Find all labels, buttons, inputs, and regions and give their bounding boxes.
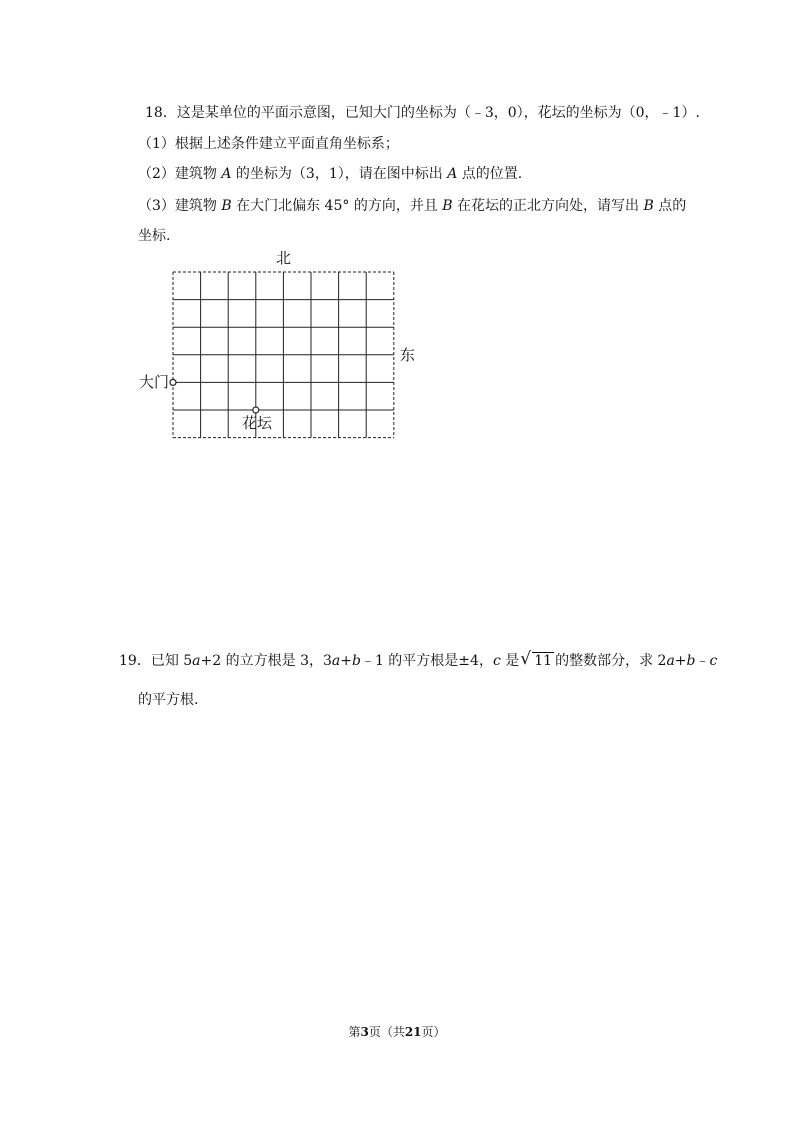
gate-point	[170, 379, 176, 385]
square-root-11: √ 11	[520, 649, 553, 669]
north-label: 北	[276, 249, 292, 267]
q18-part3: （3）建筑物 B 在大门北偏东 45° 的方向，并且 B 在花坛的正北方向处，请写出 B 点的	[138, 198, 687, 214]
q19-stem-cont: 的平方根.	[138, 692, 199, 708]
q18-stem: 18．这是某单位的平面示意图，已知大门的坐标为（﹣3，0），花坛的坐标为（0，﹣1）.	[145, 105, 700, 121]
q18-part1: （1）根据上述条件建立平面直角坐标系；	[138, 136, 399, 152]
east-label: 东	[400, 346, 416, 364]
flower-bed-label: 花坛	[242, 414, 273, 432]
q18-part3-cont: 坐标.	[138, 228, 171, 244]
page-footer: 第3页（共21页）	[348, 1025, 446, 1039]
flower-bed-point	[253, 407, 259, 413]
q18-part2: （2）建筑物 A 的坐标为（3，1），请在图中标出 A 点的位置.	[138, 166, 523, 182]
q19-stem: 19．已知 5a+2 的立方根是 3，3a+b﹣1 的平方根是±4，c 是 √ 11 的整数部分，求 2a+b﹣c	[119, 649, 718, 669]
gate-label: 大门	[139, 373, 170, 391]
